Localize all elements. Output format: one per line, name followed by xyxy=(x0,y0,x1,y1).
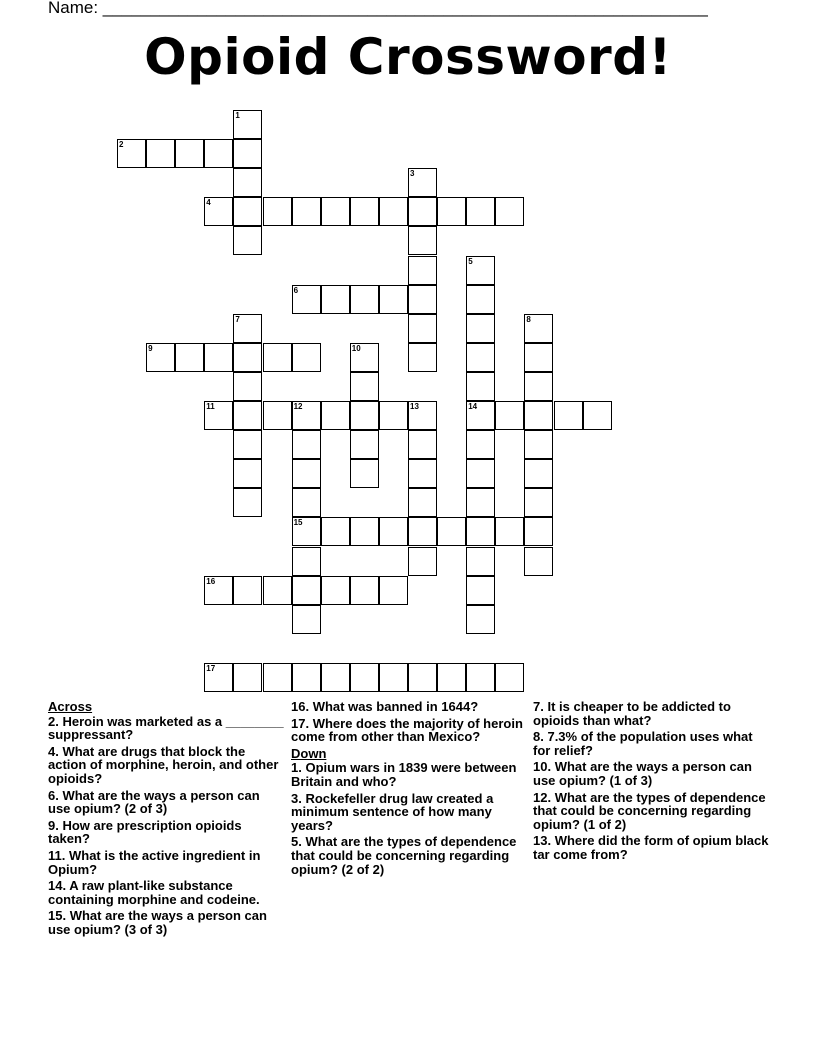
grid-cell[interactable] xyxy=(524,343,553,372)
grid-cell[interactable] xyxy=(408,488,437,517)
grid-cell[interactable] xyxy=(524,401,553,430)
down-heading: Down xyxy=(291,745,327,761)
clue-item xyxy=(48,789,284,816)
clue-text: A raw plant-like substance containing morphine and codeine. xyxy=(48,878,260,907)
grid-cell[interactable] xyxy=(292,488,321,517)
grid-cell[interactable] xyxy=(350,459,379,488)
grid-cell[interactable] xyxy=(321,285,350,314)
clue-item xyxy=(533,834,769,861)
grid-cell[interactable] xyxy=(292,430,321,459)
grid-cell[interactable] xyxy=(350,517,379,546)
clue-text: Where did the form of opium black tar come from? xyxy=(533,833,769,862)
grid-cell[interactable] xyxy=(466,401,495,430)
clue-item xyxy=(291,792,527,833)
grid-cell[interactable] xyxy=(321,197,350,226)
grid-cell[interactable] xyxy=(321,576,350,605)
clue-item xyxy=(48,879,284,906)
clue-number-label: 13. xyxy=(533,833,552,849)
clue-number: 17 xyxy=(206,663,216,673)
clue-number-label: 10. xyxy=(533,759,552,775)
grid-cell[interactable] xyxy=(350,197,379,226)
clue-item xyxy=(533,791,769,832)
clue-item xyxy=(291,761,527,788)
grid-cell[interactable] xyxy=(292,197,321,226)
grid-cell[interactable] xyxy=(466,488,495,517)
grid-cell[interactable] xyxy=(524,430,553,459)
clue-number: 8 xyxy=(526,314,531,324)
clue-text: What are drugs that block the action of morphine, heroin, and other opioids? xyxy=(48,743,279,786)
grid-cell[interactable] xyxy=(292,576,321,605)
grid-cell[interactable] xyxy=(524,372,553,401)
grid-cell[interactable] xyxy=(350,285,379,314)
grid-cell[interactable] xyxy=(408,459,437,488)
clue-text: What are the ways a person can use opium? (1 of 3) xyxy=(533,759,752,788)
grid-cell[interactable] xyxy=(379,285,408,314)
clue-number-label: 9. xyxy=(48,817,59,833)
grid-cell[interactable] xyxy=(204,139,233,168)
clue-number-label: 11. xyxy=(48,847,66,863)
grid-cell[interactable] xyxy=(263,576,292,605)
grid-cell[interactable] xyxy=(233,343,262,372)
clue-text: What are the ways a person can use opium? (2 of 3) xyxy=(48,787,260,817)
clue-number: 6 xyxy=(293,285,299,295)
grid-cell[interactable] xyxy=(408,547,437,576)
across-heading: Across xyxy=(48,699,93,714)
grid-cell[interactable] xyxy=(321,663,350,692)
clue-number-label: 3. xyxy=(291,790,302,806)
grid-cell[interactable] xyxy=(292,401,321,430)
grid-cell[interactable] xyxy=(466,576,495,605)
clue-number-label: 17. xyxy=(291,715,310,731)
grid-cell[interactable] xyxy=(466,285,495,314)
grid-cell[interactable] xyxy=(233,401,262,430)
grid-cell[interactable] xyxy=(175,139,204,168)
grid-cell[interactable] xyxy=(233,168,262,197)
clue-number: 5 xyxy=(468,256,473,266)
grid-cell[interactable] xyxy=(204,663,233,692)
grid-cell[interactable] xyxy=(583,401,612,430)
grid-cell[interactable] xyxy=(466,517,495,546)
grid-cell[interactable] xyxy=(233,197,262,226)
grid-cell[interactable] xyxy=(146,139,175,168)
grid-cell[interactable] xyxy=(466,547,495,576)
grid-cell[interactable] xyxy=(408,430,437,459)
clue-number-label: 6. xyxy=(48,787,59,803)
grid-cell[interactable] xyxy=(263,401,292,430)
grid-cell[interactable] xyxy=(350,401,379,430)
clue-number: 4 xyxy=(206,198,211,208)
grid-cell[interactable] xyxy=(437,197,466,226)
grid-cell[interactable] xyxy=(321,401,350,430)
grid-cell[interactable] xyxy=(379,576,408,605)
page-title: Opioid Crossword! xyxy=(144,28,672,86)
grid-cell[interactable] xyxy=(408,401,437,430)
grid-cell[interactable] xyxy=(233,372,262,401)
clue-text: Rockefeller drug law created a minimum sentence of how many years? xyxy=(291,790,494,833)
grid-cell[interactable] xyxy=(233,110,262,139)
grid-cell[interactable] xyxy=(408,285,437,314)
clue-item xyxy=(533,760,769,787)
grid-cell[interactable] xyxy=(292,517,321,546)
grid-cell[interactable] xyxy=(292,663,321,692)
grid-cell[interactable] xyxy=(379,401,408,430)
clue-text: What was banned in 1644? xyxy=(312,699,479,714)
clue-number-label: 4. xyxy=(48,743,59,759)
grid-cell[interactable] xyxy=(233,139,262,168)
grid-cell[interactable] xyxy=(466,459,495,488)
clue-number: 15 xyxy=(293,518,303,528)
grid-cell[interactable] xyxy=(350,576,379,605)
grid-cell[interactable] xyxy=(408,343,437,372)
clue-item xyxy=(291,835,527,876)
grid-cell[interactable] xyxy=(292,343,321,372)
clue-item xyxy=(48,745,284,786)
grid-cell[interactable] xyxy=(408,168,437,197)
grid-cell[interactable] xyxy=(408,314,437,343)
clue-number-label: 12. xyxy=(533,789,552,805)
grid-cell[interactable] xyxy=(233,314,262,343)
clue-number: 12 xyxy=(293,402,303,411)
grid-cell[interactable] xyxy=(350,343,379,372)
grid-cell[interactable] xyxy=(437,517,466,546)
grid-cell[interactable] xyxy=(408,256,437,285)
grid-cell[interactable] xyxy=(466,197,495,226)
grid-cell[interactable] xyxy=(495,517,524,546)
grid-cell[interactable] xyxy=(233,430,262,459)
grid-cell[interactable] xyxy=(204,197,233,226)
grid-cell[interactable] xyxy=(495,401,524,430)
clue-text: It is cheaper to be addicted to opioids than what? xyxy=(533,699,731,728)
clue-item xyxy=(48,715,284,742)
clue-number: 2 xyxy=(119,140,124,150)
grid-cell[interactable] xyxy=(292,285,321,314)
grid-cell[interactable] xyxy=(321,517,350,546)
clue-number: 16 xyxy=(206,576,216,586)
clue-text: How are prescription opioids taken? xyxy=(48,817,242,847)
clues-column-3 xyxy=(533,700,769,865)
clue-number-label: 5. xyxy=(291,834,302,850)
grid-cell[interactable] xyxy=(233,459,262,488)
clue-number: 13 xyxy=(410,402,419,411)
clue-text: 7.3% of the population uses what for relief? xyxy=(533,729,753,758)
grid-cell[interactable] xyxy=(350,372,379,401)
grid-cell[interactable] xyxy=(379,517,408,546)
grid-cell[interactable] xyxy=(117,139,146,168)
clue-text: Heroin was marketed as a ________ suppressant? xyxy=(48,713,284,743)
grid-cell[interactable] xyxy=(408,226,437,255)
grid-cell[interactable] xyxy=(292,547,321,576)
grid-cell[interactable] xyxy=(292,459,321,488)
grid-cell[interactable] xyxy=(466,372,495,401)
clue-number-label: 14. xyxy=(48,878,67,894)
clue-number: 11 xyxy=(206,402,215,411)
clue-item xyxy=(533,730,769,757)
grid-cell[interactable] xyxy=(437,663,466,692)
grid-cell[interactable] xyxy=(204,576,233,605)
clue-item xyxy=(533,700,769,727)
clue-number: 7 xyxy=(235,314,240,324)
grid-cell[interactable] xyxy=(233,488,262,517)
grid-cell[interactable] xyxy=(408,663,437,692)
clue-number-label: 1. xyxy=(291,760,302,776)
clue-number: 1 xyxy=(235,111,240,120)
grid-cell[interactable] xyxy=(350,430,379,459)
clue-text: What are the types of dependence that could be concerning regarding opium? (1 of 2) xyxy=(533,789,766,832)
clues-column-2 xyxy=(291,700,527,879)
clue-text: What are the ways a person can use opium? (3 of 3) xyxy=(48,908,267,937)
grid-cell[interactable] xyxy=(233,576,262,605)
clue-number: 10 xyxy=(351,343,361,353)
clue-number-label: 16. xyxy=(291,699,310,714)
grid-cell[interactable] xyxy=(524,517,553,546)
clue-text: Where does the majority of heroin come from other than Mexico? xyxy=(291,715,523,745)
clue-number: 9 xyxy=(148,343,153,353)
grid-cell[interactable] xyxy=(233,226,262,255)
clue-text: Opium wars in 1839 were between Britain and who? xyxy=(291,760,517,789)
grid-cell[interactable] xyxy=(524,547,553,576)
clue-number-label: 2. xyxy=(48,713,59,729)
grid-cell[interactable] xyxy=(466,663,495,692)
grid-cell[interactable] xyxy=(263,663,292,692)
grid-cell[interactable] xyxy=(466,605,495,634)
grid-cell[interactable] xyxy=(466,430,495,459)
grid-cell[interactable] xyxy=(408,197,437,226)
grid-cell[interactable] xyxy=(204,343,233,372)
clue-number-label: 7. xyxy=(533,699,544,714)
grid-cell[interactable] xyxy=(495,663,524,692)
grid-cell[interactable] xyxy=(554,401,583,430)
clue-number: 14 xyxy=(468,402,478,411)
clue-item xyxy=(48,819,284,846)
clue-text: What are the types of dependence that could be concerning regarding opium? (2 of 2) xyxy=(291,834,517,877)
grid-cell[interactable] xyxy=(292,605,321,634)
clue-number-label: 15. xyxy=(48,908,67,924)
grid-cell[interactable] xyxy=(175,343,204,372)
clue-number: 3 xyxy=(410,169,415,179)
grid-cell[interactable] xyxy=(263,197,292,226)
clue-text: What is the active ingredient in Opium? xyxy=(48,847,261,877)
grid-cell[interactable] xyxy=(524,459,553,488)
grid-cell[interactable] xyxy=(466,256,495,285)
clue-item xyxy=(291,717,527,744)
grid-cell[interactable] xyxy=(233,663,262,692)
grid-cell[interactable] xyxy=(379,663,408,692)
grid-cell[interactable] xyxy=(263,343,292,372)
grid-cell[interactable] xyxy=(466,343,495,372)
grid-cell[interactable] xyxy=(524,314,553,343)
grid-cell[interactable] xyxy=(466,314,495,343)
grid-cell[interactable] xyxy=(495,197,524,226)
grid-cell[interactable] xyxy=(408,517,437,546)
clue-number-label: 8. xyxy=(533,729,544,745)
name-field-label: Name: ________________________________________________________________ xyxy=(48,0,708,17)
clues-column-1 xyxy=(48,700,284,940)
grid-cell[interactable] xyxy=(204,401,233,430)
grid-cell[interactable] xyxy=(146,343,175,372)
clue-item xyxy=(48,849,284,876)
clue-item xyxy=(291,700,527,714)
grid-cell[interactable] xyxy=(379,197,408,226)
grid-cell[interactable] xyxy=(524,488,553,517)
clue-item xyxy=(48,909,284,936)
grid-cell[interactable] xyxy=(350,663,379,692)
